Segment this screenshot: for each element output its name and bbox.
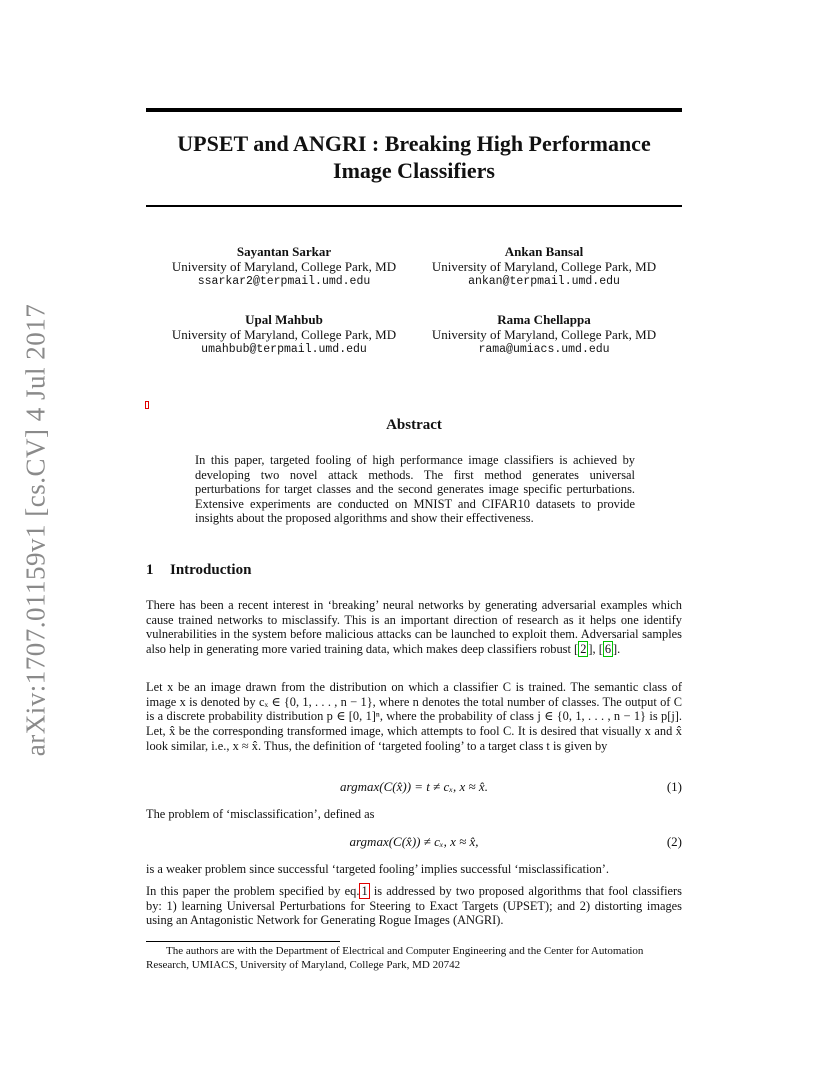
abstract-heading: Abstract bbox=[386, 417, 442, 433]
abstract-text: In this paper, targeted fooling of high performance image classifiers is achieved by developing two novel attack methods. The first method generates universal perturbations for target classes and the second generates image specific perturbations. Extensive experiments are conducted on MNIST and CIFAR10 datasets to provide insights about the proposed algorithms and show their effectiveness. bbox=[195, 453, 635, 525]
author-email: rama@umiacs.umd.edu bbox=[478, 343, 610, 356]
author-affiliation: University of Maryland, College Park, MD bbox=[431, 327, 657, 342]
equation-expression: argmax(C(x̂)) ≠ cₓ, x ≈ x̂, bbox=[349, 834, 479, 849]
title-line-2: Image Classifiers bbox=[333, 158, 495, 183]
section-number: 1 bbox=[146, 562, 154, 578]
paragraph-text: There has been a recent interest in ‘breaking’ neural networks by generating adversarial examples which cause trained networks to misclassify. This is an important direction of research as it helps one identify vulnerabilities in the system before malicious attacks can be launched to exploit them. Adversarial samples also help in generating more varied training data, which makes deep classifiers robust bbox=[146, 598, 682, 657]
title-rule-top bbox=[146, 108, 682, 112]
footnote-rule bbox=[146, 941, 340, 942]
author-affiliation: University of Maryland, College Park, MD bbox=[171, 259, 397, 274]
paragraph-text: is addressed by two proposed algorithms that fool classifiers by: 1) learning Universal Perturbations for Steering to Exact Targets (UPSET); and 2) distorting images using an Antagonistic Network for Generating Rogue Images (ANGRI). bbox=[146, 884, 682, 928]
author-block bbox=[414, 312, 674, 357]
arxiv-identifier: arXiv:1707.01159v1 [cs.CV] 4 Jul 2017 bbox=[20, 303, 51, 757]
equation-1 bbox=[146, 779, 682, 795]
equation-number: (2) bbox=[666, 834, 682, 849]
equation-number: (1) bbox=[666, 779, 682, 794]
equation-expression: argmax(C(x̂)) = t ≠ cₓ, x ≈ x̂. bbox=[340, 779, 488, 794]
intro-paragraph-3: The problem of ‘misclassification’, defined as bbox=[146, 807, 375, 821]
paragraph-text: In this paper the problem specified by eq. bbox=[146, 884, 360, 898]
citation-link[interactable]: 6 bbox=[604, 642, 612, 657]
intro-paragraph-2: Let x be an image drawn from the distribution on which a classifier C is trained. The semantic class of image x is denoted by cₓ ∈ {0, 1, . . . , n − 1}, where n denotes the total number of classes. The output of C is a discrete probability distribution p ∈ [0, 1]ⁿ, where the probability of class j ∈ {0, 1, . . . , n − 1} is p[j]. Let, x̂ be the corresponding transformed image, which attempts to fool C. It is desired that visually x and x̂ look similar, i.e., x ≈ x̂. Thus, the definition of ‘targeted fooling’ to a target class t is given by bbox=[146, 680, 682, 753]
author-name: Rama Chellappa bbox=[497, 312, 591, 327]
author-name: Ankan Bansal bbox=[504, 244, 584, 259]
author-name: Upal Mahbub bbox=[245, 312, 323, 327]
author-block bbox=[414, 244, 674, 289]
intro-paragraph-1: There has been a recent interest in ‘breaking’ neural networks by generating adversarial examples which cause trained networks to misclassify. This is an important direction of research as it helps one identify vulnerabilities in the system before malicious attacks can be launched to exploit them. Adversarial samples also help in generating more varied training data, which makes deep classifiers robust [ 2 ], [ 6 ]. bbox=[146, 598, 682, 657]
intro-paragraph-5 bbox=[146, 884, 682, 928]
title-rule-bottom bbox=[146, 205, 682, 207]
section-title: Introduction bbox=[170, 562, 252, 578]
intro-paragraph-4: is a weaker problem since successful ‘targeted fooling’ implies successful ‘misclassification’. bbox=[146, 862, 610, 876]
author-name: Sayantan Sarkar bbox=[236, 244, 332, 259]
author-email: ssarkar2@terpmail.umd.edu bbox=[197, 275, 371, 288]
paper-title bbox=[146, 130, 682, 184]
author-block bbox=[154, 312, 414, 357]
footnote-link-marker[interactable] bbox=[145, 401, 149, 409]
author-email: umahbub@terpmail.umd.edu bbox=[201, 343, 367, 356]
equation-link[interactable]: 1 bbox=[361, 884, 368, 898]
footnote: The authors are with the Department of Electrical and Computer Engineering and the Center for Automation Research, UMIACS, University of Maryland, College Park, MD 20742 bbox=[146, 945, 644, 971]
author-email: ankan@terpmail.umd.edu bbox=[468, 275, 620, 288]
author-affiliation: University of Maryland, College Park, MD bbox=[431, 259, 657, 274]
arxiv-sidebar bbox=[0, 0, 60, 1072]
title-line-1: UPSET and ANGRI : Breaking High Performance bbox=[177, 131, 651, 156]
section-heading bbox=[146, 562, 251, 579]
author-affiliation: University of Maryland, College Park, MD bbox=[171, 327, 397, 342]
equation-2 bbox=[146, 834, 682, 850]
author-block bbox=[154, 244, 414, 289]
citation-link[interactable]: 2 bbox=[580, 642, 587, 657]
